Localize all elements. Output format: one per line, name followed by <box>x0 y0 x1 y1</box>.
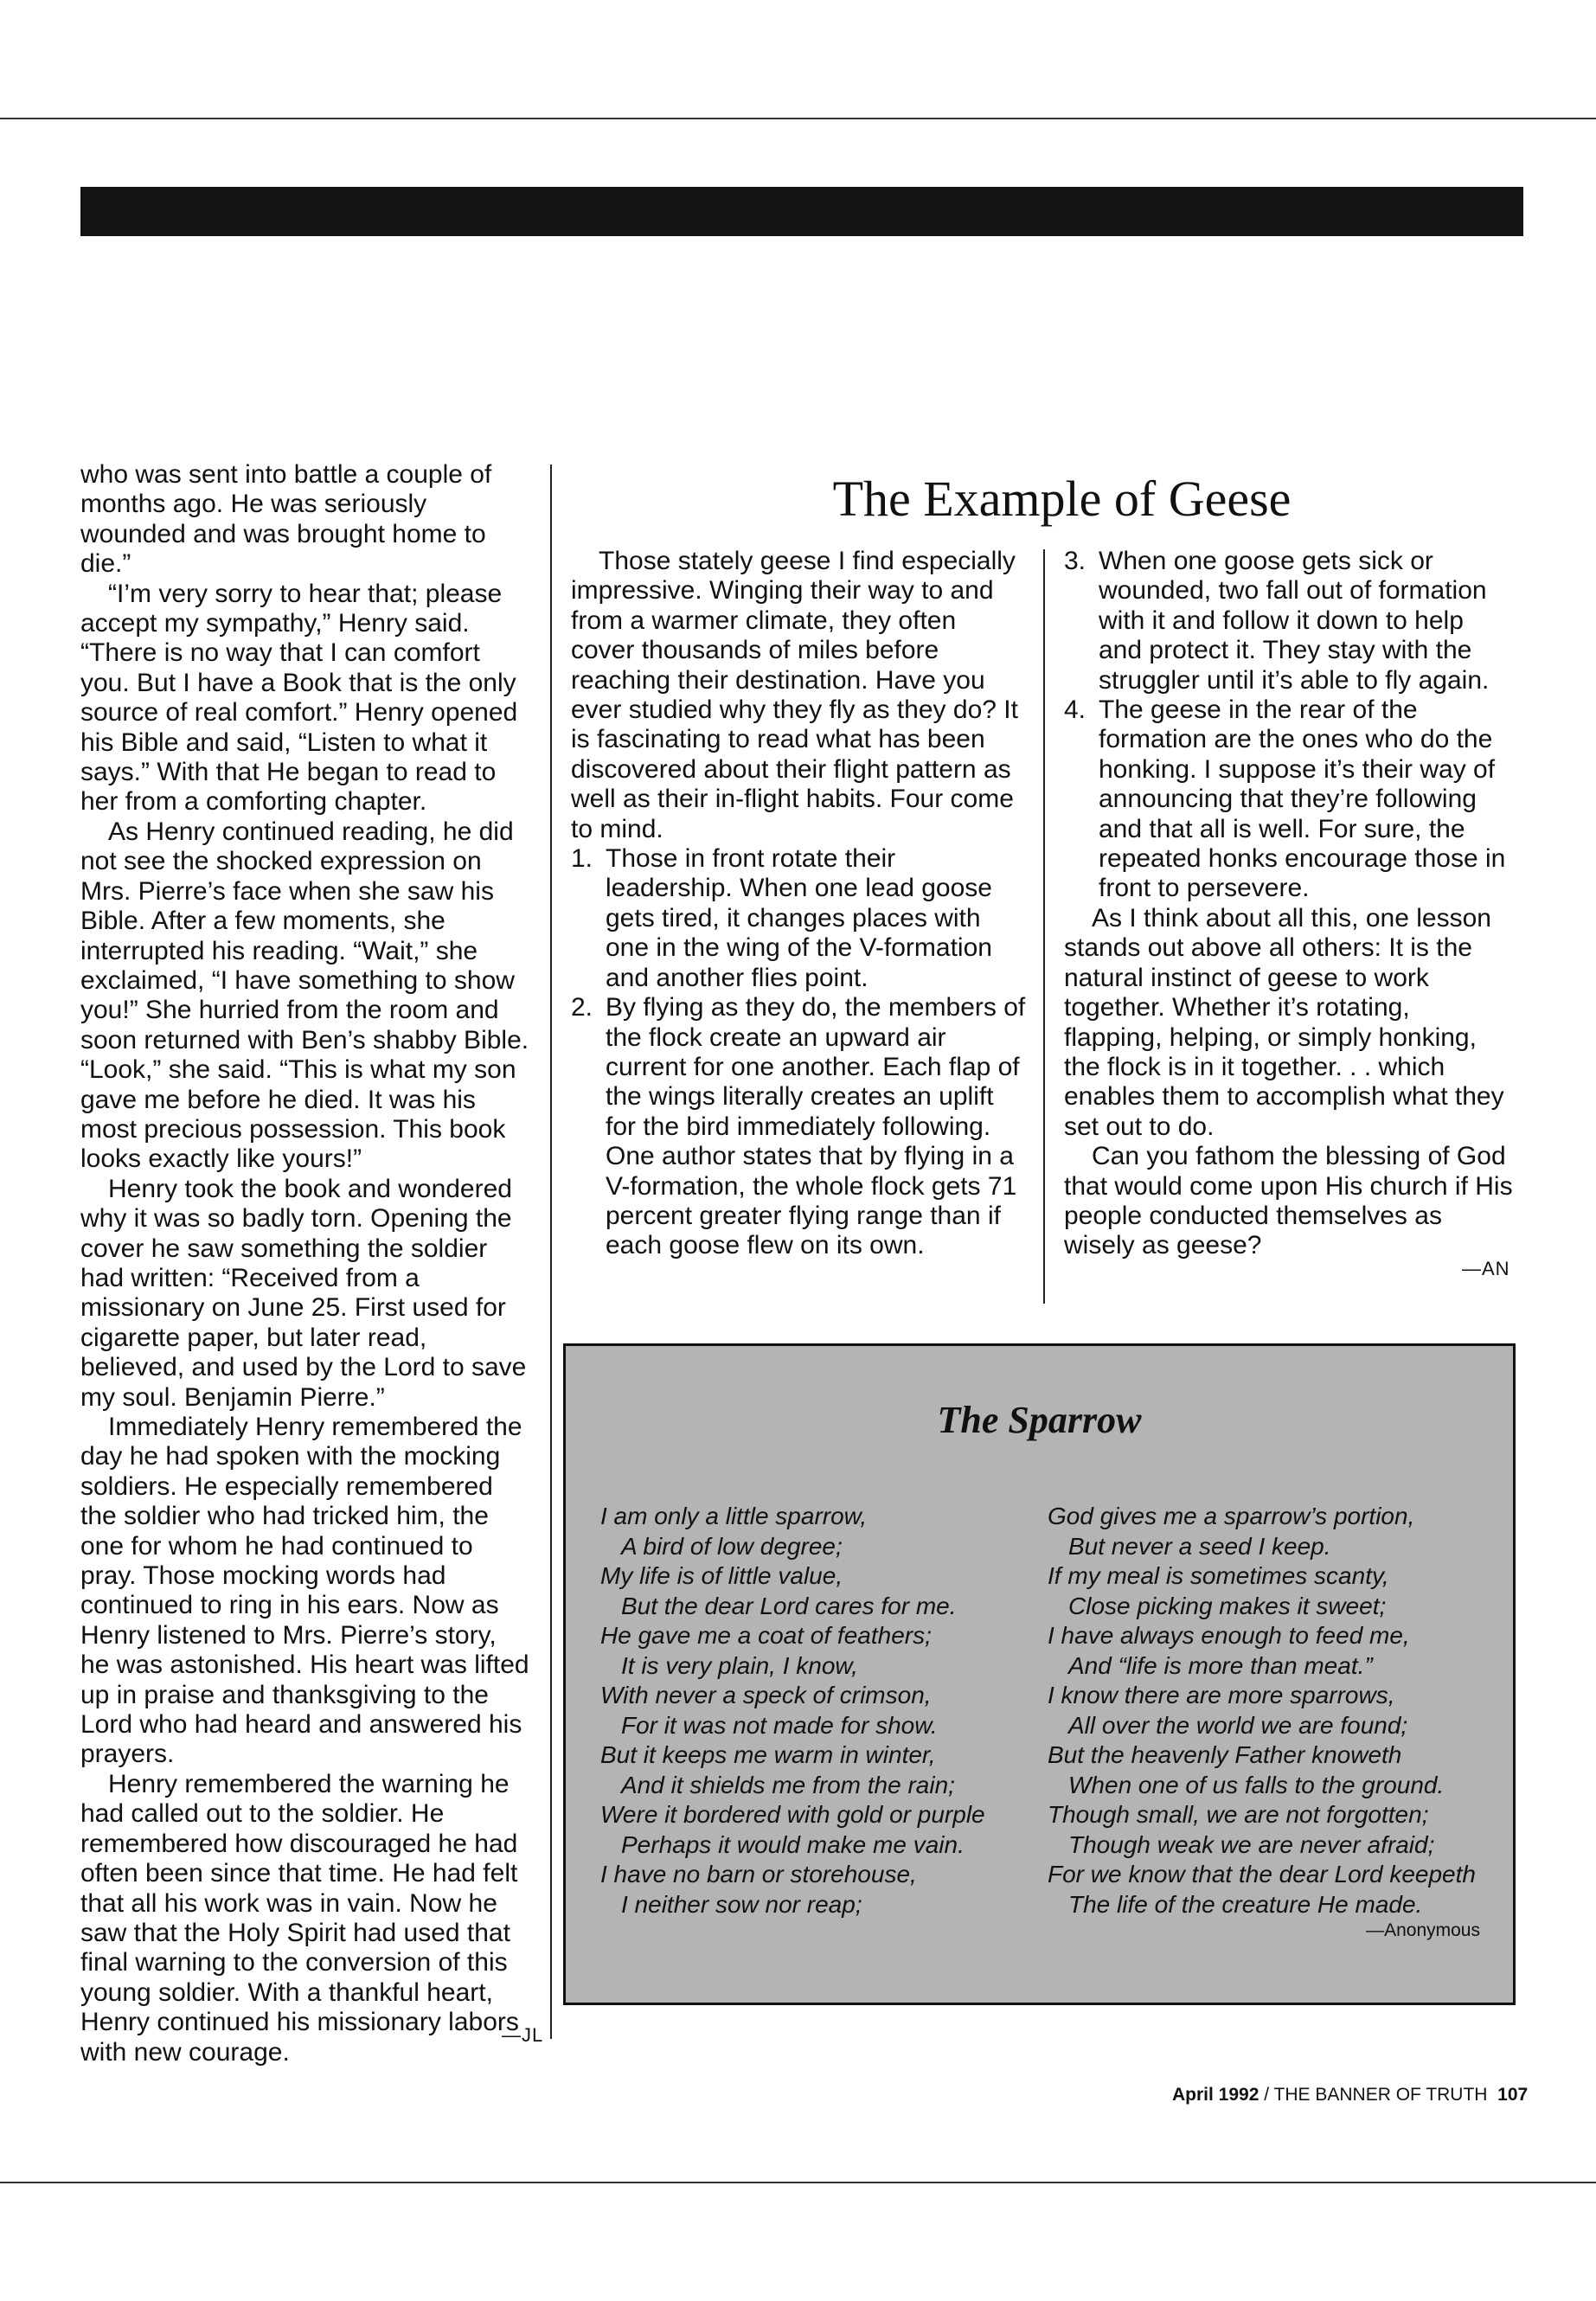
story-paragraph: Henry took the book and wondered why it was so badly torn. Opening the cover he saw something the soldier had written: “Received from a missionary on June 25. First used for cigarette paper, but later read, believed, and used by the Lord to save my soul. Benjamin Pierre.” <box>80 1174 527 1412</box>
list-text: When one goose gets sick or wounded, two fall out of formation with it and follow it down to help and protect it. They stay with the struggler until it’s able to fly again. <box>1099 547 1490 695</box>
geese-column-right <box>1064 547 1514 1261</box>
sparrow-poem-box <box>563 1343 1516 2005</box>
poem-line: I have always enough to feed me, <box>1048 1622 1410 1649</box>
list-text: The geese in the rear of the formation are the ones who do the honking. I suppose it’s their way of announcing that they’re following and that all is well. For sure, the repeated honks encourage those in front to persevere. <box>1099 695 1506 903</box>
column-divider <box>550 465 552 2039</box>
geese-list <box>1064 547 1514 904</box>
poem-line: He gave me a coat of feathers; <box>600 1622 932 1649</box>
list-number: 3. <box>1064 547 1086 575</box>
geese-intro: Those stately geese I find especially impressive. Winging their way to and from a warmer climate, they often cover thousands of miles before reaching their destination. Have you ever studied why they fly as they do? It is fascinating to read what has been discovered about their flight pattern as well as their in-flight habits. Four come to mind. <box>571 547 1018 843</box>
poem-line: But the heavenly Father knoweth <box>1048 1741 1402 1768</box>
poem-line: Though small, we are not forgotten; <box>1048 1801 1429 1828</box>
geese-closing-paragraph: Can you fathom the blessing of God that would come upon His church if His people conducted themselves as wisely as geese? <box>1064 1142 1513 1260</box>
top-edge-rule <box>0 118 1596 119</box>
footer-date: April 1992 <box>1172 2085 1259 2105</box>
poem-column-left <box>600 1502 1033 1920</box>
list-number: 4. <box>1064 695 1086 725</box>
poem-title: The Sparrow <box>937 1399 1142 1441</box>
poem-column-right <box>1048 1502 1480 1920</box>
poem-line: But never a seed I keep. <box>1068 1532 1331 1560</box>
story-paragraph: Henry remembered the warning he had called out to the soldier. He remembered how discouraged he had often been since that time. He had felt that all his work was in vain. Now he saw that the Holy Spirit had used that final warning to the conversion of this young soldier. With a thankful heart, Henry continued his missionary labors with new courage. <box>80 1769 519 2067</box>
poem-signature: —Anonymous <box>1366 1920 1480 1940</box>
poem-line: My life is of little value, <box>600 1562 843 1589</box>
poem-line: A bird of low degree; <box>621 1532 843 1560</box>
footer-separator: / <box>1259 2085 1274 2105</box>
geese-signature: —AN <box>1462 1258 1510 1279</box>
poem-line: All over the world we are found; <box>1068 1711 1408 1739</box>
poem-line: It is very plain, I know, <box>621 1651 858 1679</box>
list-text: Those in front rotate their leadership. When one lead goose gets tired, it changes places with one in the wing of the V-formation and another flies point. <box>606 844 992 992</box>
poem-line: I am only a little sparrow, <box>600 1503 868 1529</box>
poem-line: If my meal is sometimes scanty, <box>1048 1562 1389 1589</box>
list-number: 2. <box>571 993 593 1022</box>
poem-line: And “life is more than meat.” <box>1068 1651 1373 1679</box>
poem-line: When one of us falls to the ground. <box>1068 1771 1445 1798</box>
footer-publication: THE BANNER OF TRUTH <box>1273 2085 1488 2105</box>
list-item <box>1064 547 1514 695</box>
story-paragraph: who was sent into battle a couple of months ago. He was seriously wounded and was brought home to die.” <box>80 460 492 579</box>
poem-line: I have no barn or storehouse, <box>600 1861 917 1888</box>
header-bar <box>80 187 1523 236</box>
poem-line: And it shields me from the rain; <box>621 1771 955 1798</box>
list-item <box>571 993 1026 1261</box>
poem-line: I know there are more sparrows, <box>1048 1682 1395 1708</box>
story-paragraph: As Henry continued reading, he did not see the shocked expression on Mrs. Pierre’s face when she saw his Bible. After a few moments, she interrupted his reading. “Wait,” she exclaimed, “I have something to show you!” She hurried from the room and soon returned with Ben’s shabby Bible. “Look,” she said. “This is what my son gave me before he died. It was his most precious possession. This book looks exactly like yours!” <box>80 817 529 1174</box>
poem-line: Perhaps it would make me vain. <box>621 1830 965 1858</box>
geese-list <box>571 844 1026 1261</box>
list-item <box>1064 695 1514 904</box>
geese-column-middle <box>571 547 1026 1261</box>
story-paragraph: “I’m very sorry to hear that; please accept my sympathy,” Henry said. “There is no way that I can comfort you. But I have a Book that is the only source of real comfort.” Henry opened his Bible and said, “Listen to what it says.” With that He began to read to her from a comforting chapter. <box>80 579 518 817</box>
poem-line: Were it bordered with gold or purple <box>600 1801 985 1828</box>
poem-line: But the dear Lord cares for me. <box>621 1592 957 1619</box>
page-footer <box>1172 2085 1528 2106</box>
page-number: 107 <box>1497 2085 1529 2105</box>
poem-line: For we know that the dear Lord keepeth <box>1048 1861 1476 1888</box>
poem-line: But it keeps me warm in winter, <box>600 1741 936 1768</box>
list-text: By flying as they do, the members of the flock create an upward air current for one another. Each flap of the wings literally creates an uplift for the bird immediately following. One author states that by flying in a V-formation, the whole flock gets 71 percent greater flying range than if each goose flew on its own. <box>606 993 1026 1260</box>
poem-line: The life of the creature He made. <box>1068 1890 1423 1918</box>
story-column <box>80 460 530 2067</box>
column-divider <box>1043 549 1045 1304</box>
poem-line: Close picking makes it sweet; <box>1068 1592 1387 1619</box>
poem-line: God gives me a sparrow’s portion, <box>1048 1503 1415 1529</box>
geese-closing-paragraph: As I think about all this, one lesson stands out above all others: It is the natural instinct of geese to work together. Whether it’s rotating, flapping, helping, or simply honking, the flock is in it together. . . which enables them to accomplish what they set out to do. <box>1064 903 1504 1141</box>
poem-line: With never a speck of crimson, <box>600 1682 932 1708</box>
list-item <box>571 844 1026 993</box>
poem-line: For it was not made for show. <box>621 1711 938 1739</box>
story-signature: —JL <box>502 2024 544 2046</box>
bottom-edge-rule <box>0 2182 1596 2183</box>
geese-article-title: The Example of Geese <box>832 471 1292 527</box>
list-number: 1. <box>571 844 593 874</box>
poem-line: I neither sow nor reap; <box>621 1890 862 1918</box>
poem-line: Though weak we are never afraid; <box>1068 1830 1435 1858</box>
story-paragraph: Immediately Henry remembered the day he had spoken with the mocking soldiers. He especially remembered the soldier who had tricked him, the one for whom he had continued to pray. Those mocking words had continued to ring in his ears. Now as Henry listened to Mrs. Pierre’s story, he was astonished. His heart was lifted up in praise and thanksgiving to the Lord who had heard and answered his prayers. <box>80 1413 529 1769</box>
